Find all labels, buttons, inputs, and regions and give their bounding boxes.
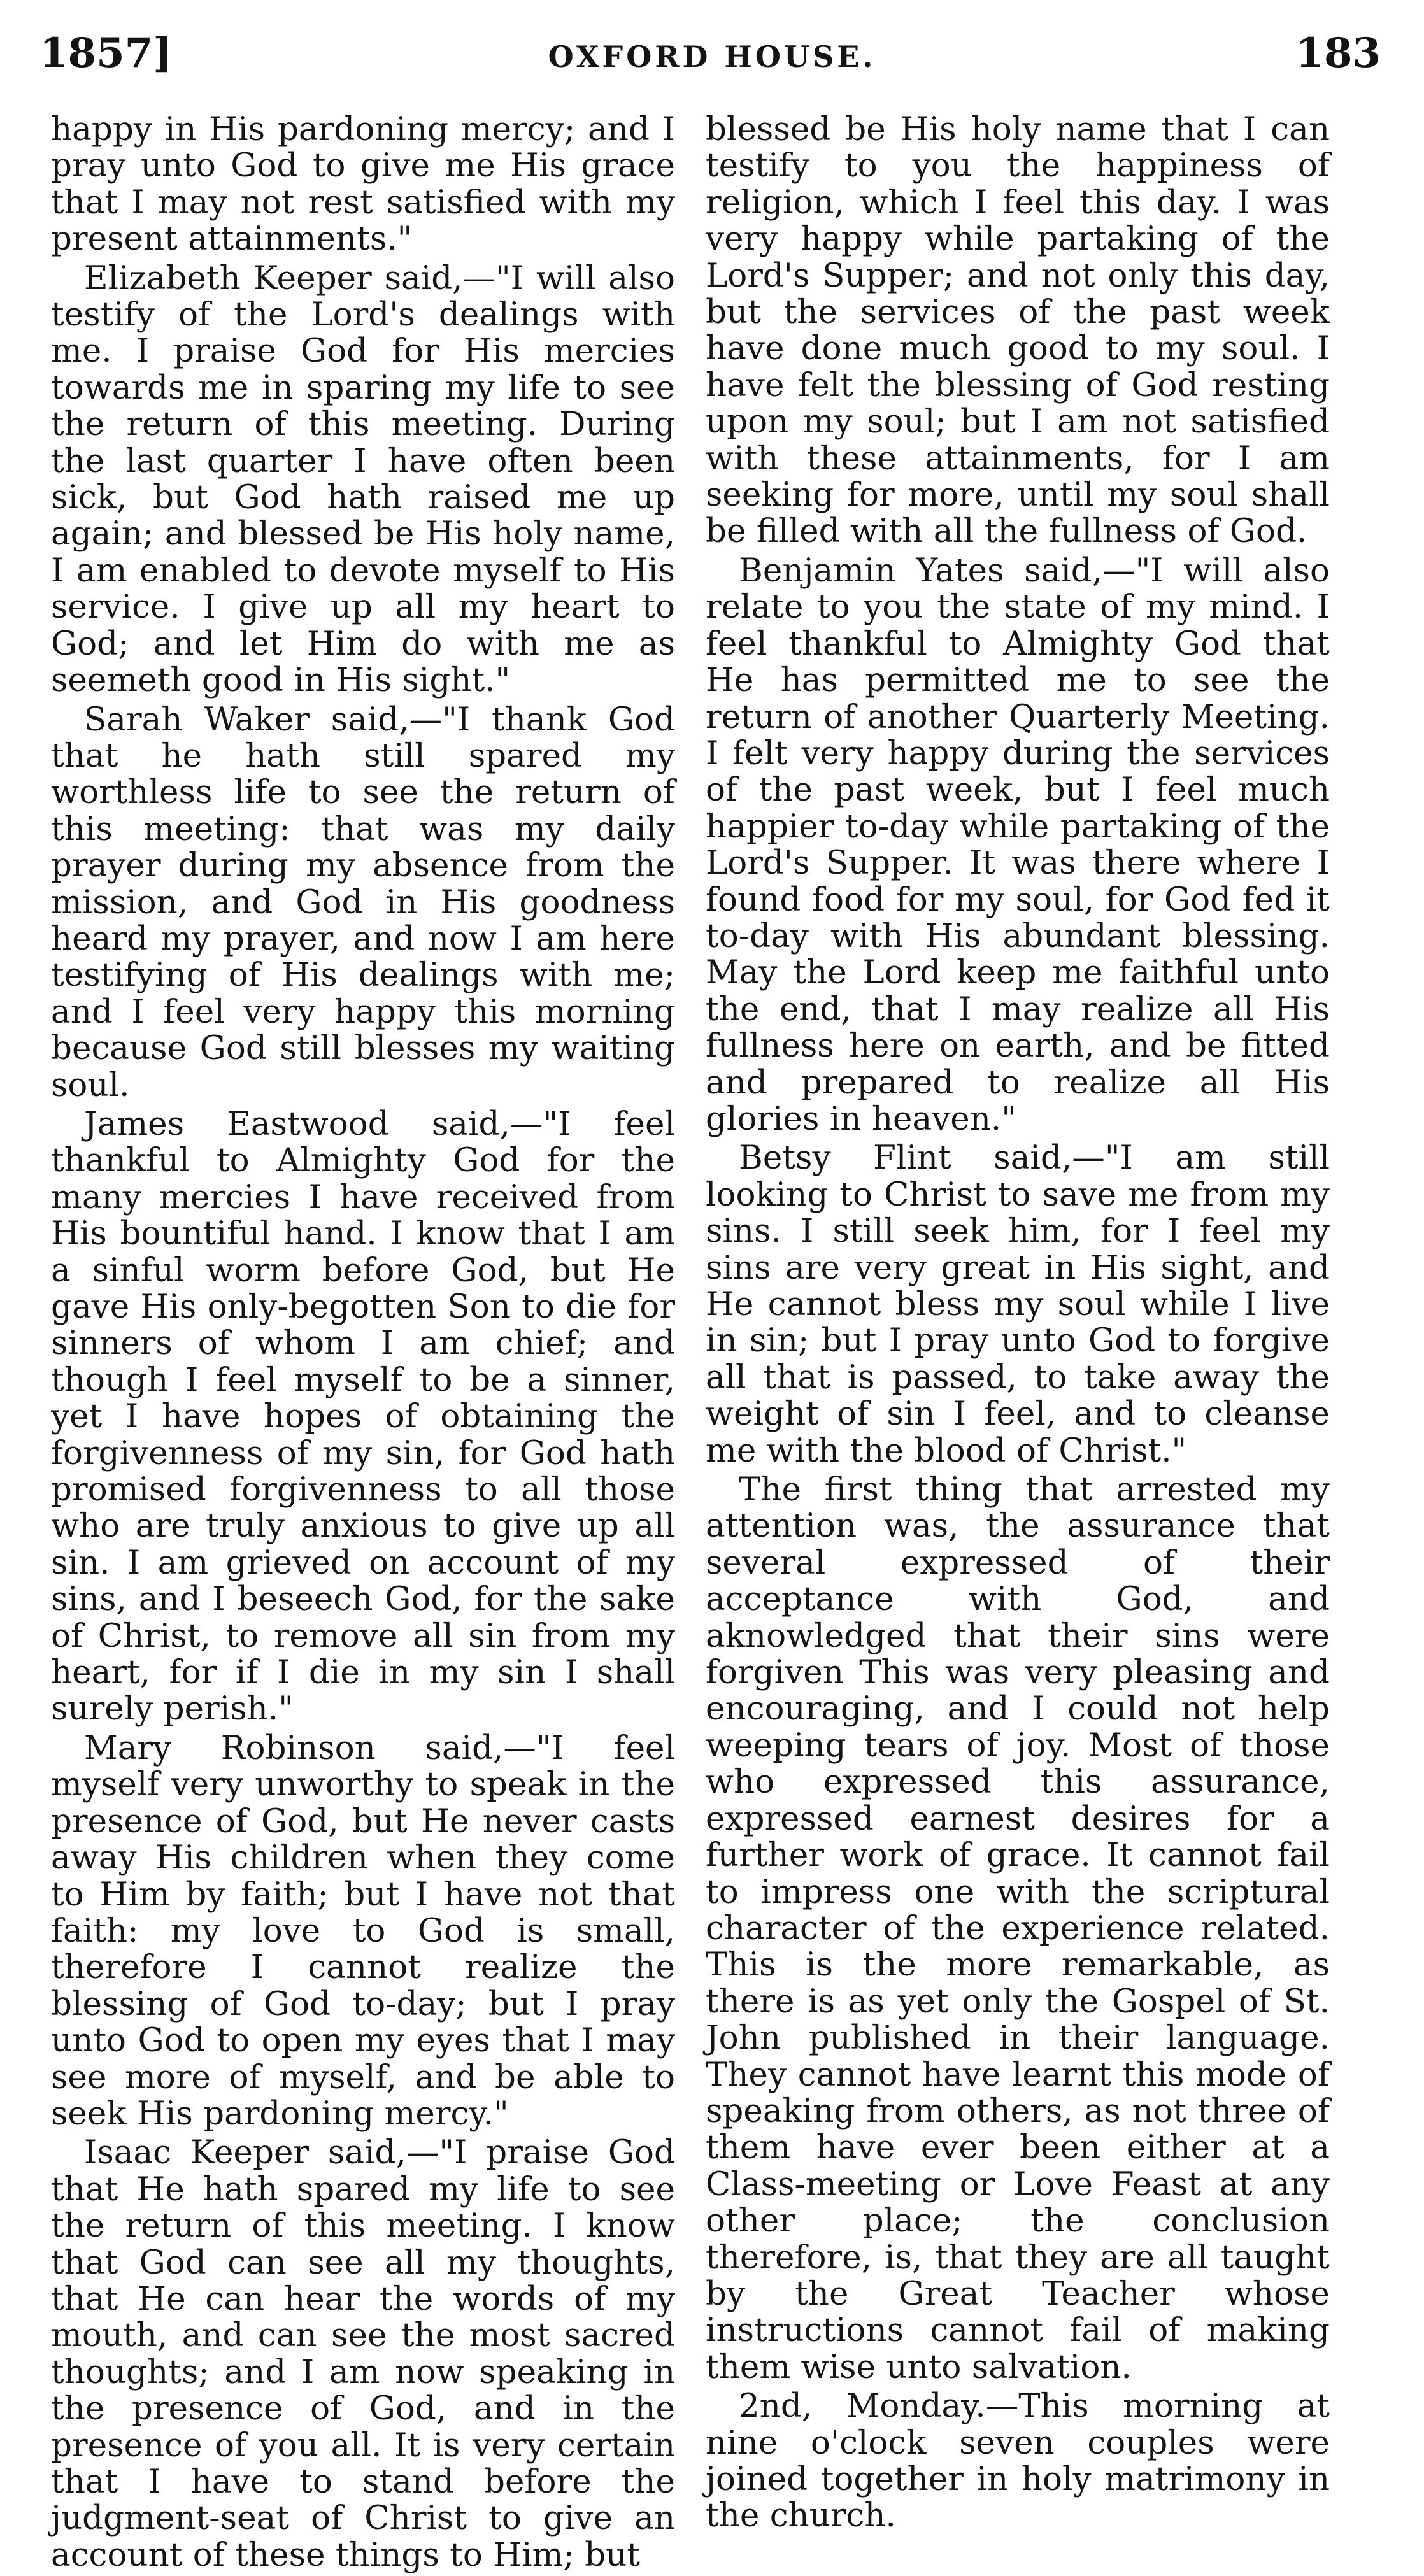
paragraph: Betsy Flint said,—"I am still looking to Christ to save me from my sins. I still seek him, for I feel my sins are very great in His sight, and He cannot bless my soul while I live in sin; but I pray unto God to forgive all that is passed, to take away the weight of sin I feel, and to cleanse me with the blood of Christ." <box>706 1139 1330 1470</box>
header-title: OXFORD HOUSE. <box>548 39 876 74</box>
running-header <box>0 29 1424 87</box>
paragraph: Elizabeth Keeper said,—"I will also testify of the Lord's dealings with me. I praise God for His mercies towards me in sparing my life to see the return of this meeting. During the last quarter I have often been sick, but God hath raised me up again; and blessed be His holy name, I am enabled to devote myself to His service. I give up all my heart to God; and let Him do with me as seemeth good in His sight." <box>51 259 675 700</box>
paragraph: blessed be His holy name that I can testify to you the happiness of religion, which I feel this day. I was very happy while partaking of the Lord's Supper; and not only this day, but the services of the past week have done much good to my soul. I have felt the blessing of God resting upon my soul; but I am not satisfied with these attainments, for I am seeking for more, until my soul shall be filled with all the fullness of God. <box>706 110 1330 551</box>
right-column <box>706 111 1330 2537</box>
paragraph: happy in His pardoning mercy; and I pray unto God to give me His grace that I may not rest satisfied with my present attainments." <box>51 110 675 259</box>
paragraph: Mary Robinson said,—"I feel myself very unworthy to speak in the presence of God, but He never casts away His children when they come to Him by faith; but I have not that faith: my love to God is small, therefore I cannot realize the blessing of God to-day; but I pray unto God to open my eyes that I may see more of myself, and be able to seek His pardoning mercy." <box>51 1728 675 2133</box>
paragraph: James Eastwood said,—"I feel thankful to Almighty God for the many mercies I have received from His bountiful hand. I know that I am a sinful worm before God, but He gave His only-begotten Son to die for sinners of whom I am chief; and though I feel myself to be a sinner, yet I have hopes of obtaining the forgivenness of my sin, for God hath promised forgivenness to all those who are truly anxious to give up all sin. I am grieved on account of my sins, and I beseech God, for the sake of Christ, to remove all sin from my heart, for if I die in my sin I shall surely perish." <box>51 1104 675 1728</box>
paragraph: 2nd, Monday.—This morning at nine o'clock seven couples were joined together in holy matrimony in the church. <box>706 2387 1330 2535</box>
paragraph: Sarah Waker said,—"I thank God that he hath still spared my worthless life to see the return of this meeting: that was my daily prayer during my absence from the mission, and God in His goodness heard my prayer, and now I am here testifying of His dealings with me; and I feel very happy this morning because God still blesses my waiting soul. <box>51 700 675 1104</box>
header-year: 1857] <box>39 29 173 77</box>
paragraph: Benjamin Yates said,—"I will also relate to you the state of my mind. I feel thankful to Almighty God that He has permitted me to see the return of another Quarterly Meeting. I felt very happy during the services of the past week, but I feel much happier to-day while partaking of the Lord's Supper. It was there where I found food for my soul, for God fed it to-day with His abundant blessing. May the Lord keep me faithful unto the end, that I may realize all His fullness here on earth, and be fitted and prepared to realize all His glories in heaven." <box>706 551 1330 1138</box>
left-column <box>51 111 675 2576</box>
paragraph: Isaac Keeper said,—"I praise God that He hath spared my life to see the return of this meeting. I know that God can see all my thoughts, that He can hear the words of my mouth, and can see the most sacred thoughts; and I am now speaking in the presence of God, and in the presence of you all. It is very certain that I have to stand before the judgment-seat of Christ to give an account of these things to Him; but <box>51 2133 675 2574</box>
page-number: 183 <box>1295 29 1381 77</box>
paragraph: The first thing that arrested my attention was, the assurance that several expressed of their acceptance with God, and aknowledged that their sins were forgiven This was very pleasing and encouraging, and I could not help weeping tears of joy. Most of those who expressed this assurance, expressed earnest desires for a further work of grace. It cannot fail to impress one with the scriptural character of the experience related. This is the more remarkable, as there is as yet only the Gospel of St. John published in their language. They cannot have learnt this mode of speaking from others, as not three of them have ever been either at a Class-meeting or Love Feast at any other place; the conclusion therefore, is, that they are all taught by the Great Teacher whose instructions cannot fail of making them wise unto salvation. <box>706 1470 1330 2386</box>
